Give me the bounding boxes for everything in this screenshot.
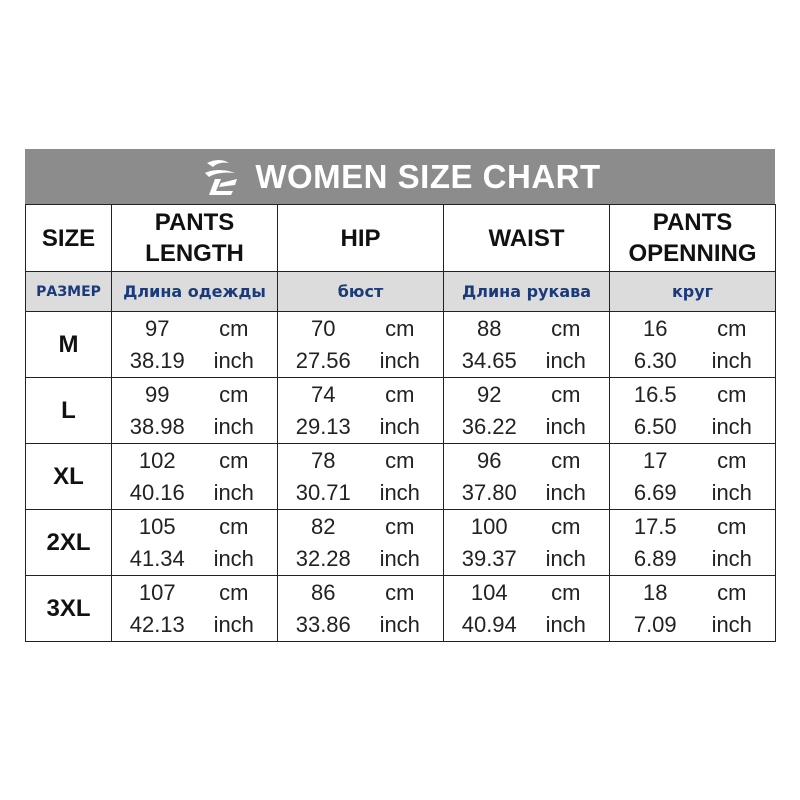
header-waist: WAIST bbox=[444, 205, 610, 272]
cm-unit: cm bbox=[385, 315, 415, 341]
inch-unit: inch bbox=[711, 545, 752, 571]
size-table bbox=[25, 204, 776, 642]
cm-value: 105 bbox=[138, 513, 176, 539]
inch-unit: inch bbox=[545, 611, 586, 637]
table-row bbox=[26, 444, 776, 510]
table-row bbox=[26, 312, 776, 378]
inch-unit: inch bbox=[379, 545, 420, 571]
cm-unit: cm bbox=[717, 447, 747, 473]
size-cell: 3XL bbox=[26, 576, 112, 642]
measurement-cell bbox=[112, 444, 278, 510]
cm-value: 18 bbox=[643, 579, 668, 605]
header-hip: HIP bbox=[278, 205, 444, 272]
inch-unit: inch bbox=[545, 347, 586, 373]
size-cell: XL bbox=[26, 444, 112, 510]
measurement-cell bbox=[278, 444, 444, 510]
inch-unit: inch bbox=[213, 479, 254, 505]
inch-value: 29.13 bbox=[295, 413, 351, 439]
table-row bbox=[26, 510, 776, 576]
measurement-cell bbox=[610, 444, 776, 510]
cm-unit: cm bbox=[385, 447, 415, 473]
measurement-cell bbox=[278, 378, 444, 444]
russian-header-bust: бюст bbox=[278, 272, 444, 312]
inch-unit: inch bbox=[711, 479, 752, 505]
inch-unit: inch bbox=[213, 545, 254, 571]
cm-value: 17.5 bbox=[633, 513, 677, 539]
size-cell: M bbox=[26, 312, 112, 378]
cm-value: 78 bbox=[311, 447, 336, 473]
inch-value: 38.19 bbox=[129, 347, 185, 373]
cm-value: 96 bbox=[477, 447, 502, 473]
cm-unit: cm bbox=[717, 381, 747, 407]
inch-value: 42.13 bbox=[129, 611, 185, 637]
size-cell: L bbox=[26, 378, 112, 444]
inch-value: 40.16 bbox=[129, 479, 185, 505]
inch-value: 40.94 bbox=[461, 611, 517, 637]
cm-unit: cm bbox=[385, 381, 415, 407]
inch-unit: inch bbox=[213, 347, 254, 373]
cm-value: 92 bbox=[477, 381, 502, 407]
measurement-cell bbox=[112, 378, 278, 444]
cm-unit: cm bbox=[385, 513, 415, 539]
measurement-cell bbox=[444, 510, 610, 576]
cm-unit: cm bbox=[717, 513, 747, 539]
header-pants-opening: PANTS OPENNING bbox=[610, 205, 776, 272]
inch-unit: inch bbox=[379, 347, 420, 373]
russian-header-length: Длина одежды bbox=[112, 272, 278, 312]
measurement-cell bbox=[610, 378, 776, 444]
cm-value: 107 bbox=[138, 579, 176, 605]
cm-unit: cm bbox=[551, 447, 581, 473]
inch-unit: inch bbox=[545, 545, 586, 571]
cm-value: 88 bbox=[477, 315, 502, 341]
inch-unit: inch bbox=[213, 611, 254, 637]
measurement-cell bbox=[278, 312, 444, 378]
measurement-cell bbox=[278, 510, 444, 576]
cm-unit: cm bbox=[219, 315, 249, 341]
inch-unit: inch bbox=[379, 611, 420, 637]
size-cell: 2XL bbox=[26, 510, 112, 576]
inch-value: 39.37 bbox=[461, 545, 517, 571]
russian-header-sleeve: Длина рукава bbox=[444, 272, 610, 312]
inch-value: 34.65 bbox=[461, 347, 517, 373]
table-row bbox=[26, 576, 776, 642]
measurement-cell bbox=[444, 576, 610, 642]
inch-value: 37.80 bbox=[461, 479, 517, 505]
cm-value: 102 bbox=[138, 447, 176, 473]
inch-value: 7.09 bbox=[633, 611, 677, 637]
inch-unit: inch bbox=[379, 413, 420, 439]
inch-unit: inch bbox=[379, 479, 420, 505]
cm-value: 104 bbox=[470, 579, 508, 605]
inch-value: 6.89 bbox=[633, 545, 677, 571]
cm-value: 100 bbox=[470, 513, 508, 539]
inch-unit: inch bbox=[545, 479, 586, 505]
cm-unit: cm bbox=[385, 579, 415, 605]
cm-value: 16 bbox=[643, 315, 668, 341]
inch-value: 33.86 bbox=[295, 611, 351, 637]
measurement-cell bbox=[610, 576, 776, 642]
title-bar bbox=[25, 149, 775, 204]
cm-unit: cm bbox=[551, 513, 581, 539]
measurement-cell bbox=[610, 510, 776, 576]
cm-unit: cm bbox=[551, 315, 581, 341]
cm-value: 99 bbox=[145, 381, 170, 407]
cm-value: 97 bbox=[145, 315, 170, 341]
inch-unit: inch bbox=[711, 413, 752, 439]
measurement-cell bbox=[112, 510, 278, 576]
inch-value: 38.98 bbox=[129, 413, 185, 439]
inch-unit: inch bbox=[711, 611, 752, 637]
measurement-cell bbox=[444, 378, 610, 444]
brand-logo-icon bbox=[199, 157, 243, 197]
cm-value: 70 bbox=[311, 315, 336, 341]
header-size: SIZE bbox=[26, 205, 112, 272]
measurement-cell bbox=[444, 312, 610, 378]
cm-unit: cm bbox=[717, 315, 747, 341]
inch-value: 6.69 bbox=[633, 479, 677, 505]
inch-value: 36.22 bbox=[461, 413, 517, 439]
inch-unit: inch bbox=[545, 413, 586, 439]
measurement-cell bbox=[112, 312, 278, 378]
russian-header-row bbox=[26, 272, 776, 312]
inch-value: 41.34 bbox=[129, 545, 185, 571]
chart-title: WOMEN SIZE CHART bbox=[255, 157, 601, 195]
inch-value: 32.28 bbox=[295, 545, 351, 571]
measurement-cell bbox=[610, 312, 776, 378]
inch-unit: inch bbox=[213, 413, 254, 439]
measurement-cell bbox=[112, 576, 278, 642]
table-row bbox=[26, 378, 776, 444]
inch-value: 6.30 bbox=[633, 347, 677, 373]
russian-header-circle: круг bbox=[610, 272, 776, 312]
inch-unit: inch bbox=[711, 347, 752, 373]
cm-value: 17 bbox=[643, 447, 668, 473]
cm-unit: cm bbox=[219, 381, 249, 407]
cm-unit: cm bbox=[219, 447, 249, 473]
cm-unit: cm bbox=[717, 579, 747, 605]
inch-value: 27.56 bbox=[295, 347, 351, 373]
cm-unit: cm bbox=[551, 579, 581, 605]
cm-value: 16.5 bbox=[633, 381, 677, 407]
header-row bbox=[26, 205, 776, 272]
cm-value: 74 bbox=[311, 381, 336, 407]
cm-unit: cm bbox=[551, 381, 581, 407]
cm-value: 86 bbox=[311, 579, 336, 605]
measurement-cell bbox=[444, 444, 610, 510]
measurement-cell bbox=[278, 576, 444, 642]
cm-unit: cm bbox=[219, 513, 249, 539]
russian-header-size: РАЗМЕР bbox=[26, 272, 112, 312]
inch-value: 30.71 bbox=[295, 479, 351, 505]
size-chart bbox=[25, 149, 775, 652]
cm-value: 82 bbox=[311, 513, 336, 539]
header-pants-length: PANTS LENGTH bbox=[112, 205, 278, 272]
cm-unit: cm bbox=[219, 579, 249, 605]
inch-value: 6.50 bbox=[633, 413, 677, 439]
